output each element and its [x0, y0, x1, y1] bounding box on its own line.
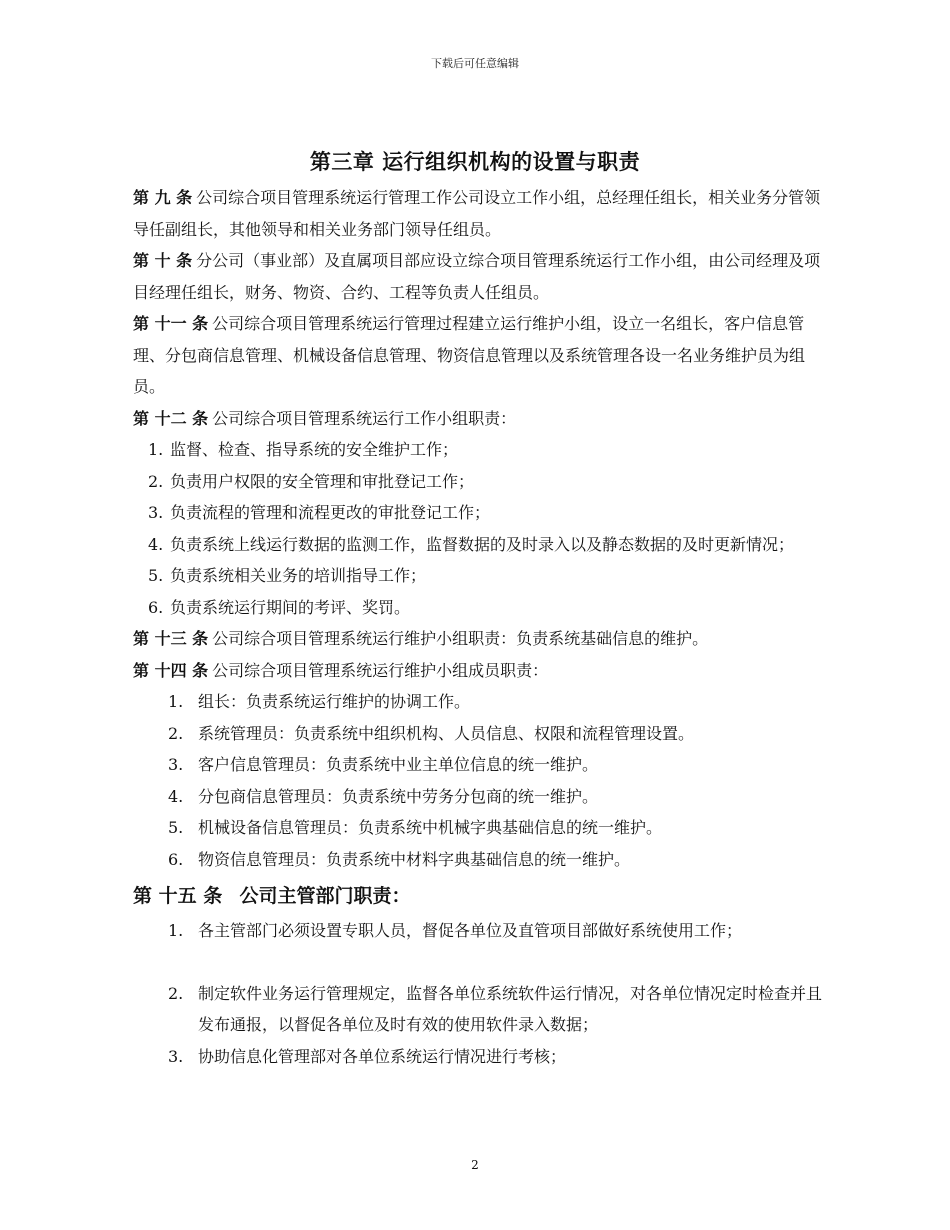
article-number: 第 十 条 — [133, 251, 193, 270]
article-12 — [133, 403, 833, 435]
list-number: 3. — [168, 755, 184, 774]
list-item — [133, 718, 833, 750]
list-number: 3. — [168, 1046, 184, 1066]
article-number: 第 十一 条 — [133, 314, 209, 333]
list-item — [133, 686, 833, 718]
article-text: 公司综合项目管理系统运行管理工作公司设立工作小组，总经理任组长，相关业务分管领导任副组长，其他领导和相关业务部门领导任组员。 — [133, 188, 821, 239]
list-item — [133, 978, 833, 1041]
list-number: 3. — [148, 503, 164, 522]
list-text: 协助信息化管理部对各单位系统运行情况进行考核； — [198, 1046, 567, 1066]
list-number: 6. — [148, 597, 164, 617]
article-text: 公司综合项目管理系统运行维护小组成员职责： — [212, 660, 549, 680]
article-text: 公司综合项目管理系统运行工作小组职责： — [212, 408, 517, 428]
list-number: 5. — [168, 818, 184, 837]
list-number: 5. — [148, 566, 164, 585]
list-item — [133, 529, 833, 561]
article-text: 公司主管部门职责： — [239, 885, 411, 907]
list-item — [133, 781, 833, 813]
list-text: 机械设备信息管理员：负责系统中机械字典基础信息的统一维护。 — [198, 818, 663, 837]
article-15 — [133, 879, 833, 913]
page-header: 下载后可任意编辑 — [431, 57, 519, 70]
article-15-list — [133, 915, 833, 1072]
list-number: 2. — [168, 983, 184, 1003]
list-item — [133, 497, 833, 529]
article-text: 分公司（事业部）及直属项目部应设立综合项目管理系统运行工作小组，由公司经理及项目经理任组长，财务、物资、合约、工程等负责人任组员。 — [133, 251, 821, 302]
list-item — [133, 844, 833, 876]
list-item — [133, 812, 833, 844]
list-item — [133, 434, 833, 466]
list-text: 各主管部门必须设置专职人员，督促各单位及直管项目部做好系统使用工作； — [198, 921, 743, 940]
article-number: 第 十四 条 — [133, 660, 209, 680]
article-12-list — [133, 434, 833, 623]
article-text: 公司综合项目管理系统运行管理过程建立运行维护小组，设立一名组长，客户信息管理、分包商信息管理、机械设备信息管理、物资信息管理以及系统管理各设一名业务维护员为组员。 — [133, 314, 806, 396]
article-13 — [133, 623, 833, 655]
blank-line — [133, 947, 833, 978]
list-text: 分包商信息管理员：负责系统中劳务分包商的统一维护。 — [198, 786, 599, 806]
article-9 — [133, 182, 833, 245]
list-text: 负责系统相关业务的培训指导工作； — [170, 566, 427, 585]
list-item — [133, 1041, 833, 1073]
list-text: 系统管理员：负责系统中组织机构、人员信息、权限和流程管理设置。 — [198, 723, 695, 743]
list-number: 1. — [148, 440, 164, 459]
list-item — [133, 915, 833, 947]
list-item — [133, 749, 833, 781]
page-number: 2 — [471, 1158, 479, 1172]
article-number: 第 十五 条 — [133, 885, 223, 907]
list-number: 6. — [168, 849, 184, 869]
list-number: 1. — [168, 921, 184, 940]
article-number: 第 十二 条 — [133, 408, 209, 428]
article-14 — [133, 655, 833, 687]
list-item — [133, 592, 833, 624]
chapter-title: 第三章 运行组织机构的设置与职责 — [309, 149, 641, 174]
list-text: 物资信息管理员：负责系统中材料字典基础信息的统一维护。 — [198, 849, 631, 869]
list-text: 负责流程的管理和流程更改的审批登记工作； — [170, 503, 491, 522]
list-text: 负责系统运行期间的考评、奖罚。 — [170, 597, 411, 617]
article-text: 公司综合项目管理系统运行维护小组职责：负责系统基础信息的维护。 — [212, 629, 709, 648]
article-14-list — [133, 686, 833, 875]
article-number: 第 十三 条 — [133, 629, 209, 648]
list-number: 4. — [148, 534, 164, 554]
list-number: 1. — [168, 692, 184, 711]
list-number: 4. — [168, 786, 184, 806]
list-number: 2. — [168, 723, 184, 743]
list-item — [133, 466, 833, 498]
list-text: 监督、检查、指导系统的安全维护工作； — [170, 440, 459, 459]
list-text: 制定软件业务运行管理规定，监督各单位系统软件运行情况，对各单位情况定时检查并且发布通报，以督促各单位及时有效的使用软件录入数据； — [198, 983, 823, 1034]
article-number: 第 九 条 — [133, 188, 193, 207]
list-item — [133, 560, 833, 592]
list-text: 组长：负责系统运行维护的协调工作。 — [198, 692, 471, 711]
list-text: 负责用户权限的安全管理和审批登记工作； — [170, 471, 475, 491]
document-body — [133, 182, 833, 1072]
list-text: 客户信息管理员：负责系统中业主单位信息的统一维护。 — [198, 755, 599, 774]
article-11 — [133, 308, 833, 403]
list-number: 2. — [148, 471, 164, 491]
list-text: 负责系统上线运行数据的监测工作，监督数据的及时录入以及静态数据的及时更新情况； — [170, 534, 795, 554]
article-10 — [133, 245, 833, 308]
